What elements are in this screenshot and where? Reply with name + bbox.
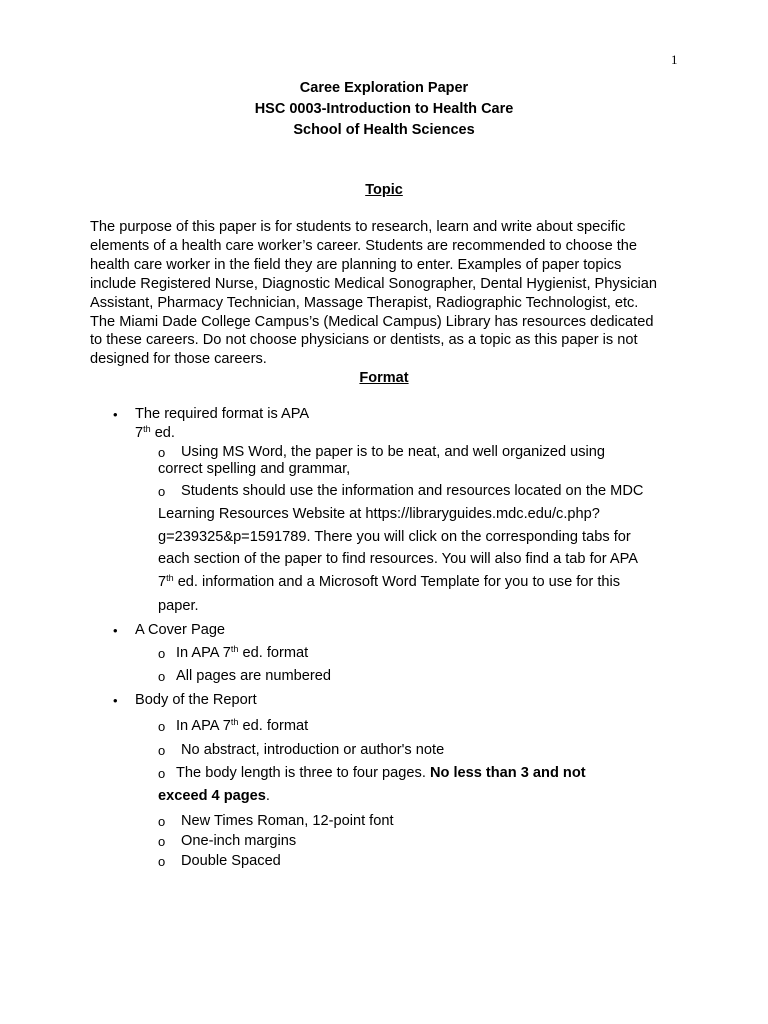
topic-line: Assistant, Pharmacy Technician, Massage Therapist, Radiographic Technologist, etc. — [90, 294, 639, 311]
format-heading: Format — [359, 370, 409, 386]
bullet-icon: • — [113, 623, 118, 638]
format-sub-body-length-line2: exceed 4 pages. — [158, 788, 270, 804]
school-name: School of Health Sciences — [293, 122, 475, 138]
format-item-required: The required format is APA — [135, 406, 310, 422]
topic-line: to these careers. Do not choose physicians or dentists, as a topic as this paper is not — [90, 332, 638, 349]
format-sub-msword-line1: Using MS Word, the paper is to be neat, and well organized using — [181, 444, 606, 460]
format-sub-body-spacing: Double Spaced — [181, 853, 281, 869]
sub-bullet-icon: o — [158, 669, 166, 684]
sub-bullet-icon: o — [158, 743, 166, 758]
topic-line: health care worker in the field they are planning to enter. Examples of paper topics — [90, 256, 622, 273]
topic-line: The purpose of this paper is for students to research, learn and write about specific — [90, 219, 626, 235]
topic-heading: Topic — [365, 182, 403, 198]
sub-bullet-icon: o — [158, 719, 166, 734]
sub-bullet-icon: o — [158, 766, 166, 781]
topic-paragraph — [90, 218, 682, 369]
sub-bullet-icon: o — [158, 814, 166, 829]
format-item-required-edition: 7th ed. — [135, 424, 175, 441]
topic-line: designed for those careers. — [90, 351, 267, 368]
format-sub-cover-numbered: All pages are numbered — [176, 668, 331, 684]
format-sub-resources-line6: paper. — [158, 598, 199, 614]
sub-bullet-icon: o — [158, 646, 166, 661]
topic-line: include Registered Nurse, Diagnostic Medical Sonographer, Dental Hygienist, Physician — [90, 275, 658, 292]
format-sub-resources-line4: each section of the paper to find resources. You will also find a tab for APA — [158, 551, 638, 567]
sub-bullet-icon: o — [158, 484, 166, 499]
topic-line: elements of a health care worker’s career. Students are recommended to choose the — [90, 237, 638, 254]
bullet-icon: • — [113, 693, 118, 708]
format-item-body: Body of the Report — [135, 692, 257, 708]
format-sub-msword-line2: correct spelling and grammar, — [158, 461, 351, 477]
format-sub-body-no-abstract: No abstract, introduction or author's note — [181, 742, 445, 758]
format-sub-resources-line3: g=239325&p=1591789. There you will click on the corresponding tabs for — [158, 529, 631, 545]
page-number: 1 — [671, 52, 678, 67]
paper-title: Caree Exploration Paper — [299, 80, 469, 96]
format-sub-body-margins: One-inch margins — [181, 833, 297, 849]
format-sub-resources-line1: Students should use the information and resources located on the MDC — [181, 483, 644, 499]
format-sub-body-font: New Times Roman, 12-point font — [181, 813, 394, 829]
sub-bullet-icon: o — [158, 445, 166, 460]
sub-bullet-icon: o — [158, 854, 166, 869]
format-sub-cover-apa: In APA 7th ed. format — [176, 644, 309, 661]
format-sub-body-apa: In APA 7th ed. format — [176, 717, 309, 734]
bullet-icon: • — [113, 407, 118, 422]
format-sub-resources-line2: Learning Resources Website at https://libraryguides.mdc.edu/c.php? — [158, 506, 600, 522]
course-title: HSC 0003-Introduction to Health Care — [254, 101, 514, 117]
format-sub-body-length-line1: The body length is three to four pages. No less than 3 and not — [176, 765, 586, 781]
sub-bullet-icon: o — [158, 834, 166, 849]
format-sub-resources-line5: 7th ed. information and a Microsoft Word Template for you to use for this — [158, 573, 621, 590]
format-item-cover-page: A Cover Page — [135, 622, 226, 638]
topic-line: The Miami Dade College Campus’s (Medical Campus) Library has resources dedicated — [90, 313, 654, 330]
